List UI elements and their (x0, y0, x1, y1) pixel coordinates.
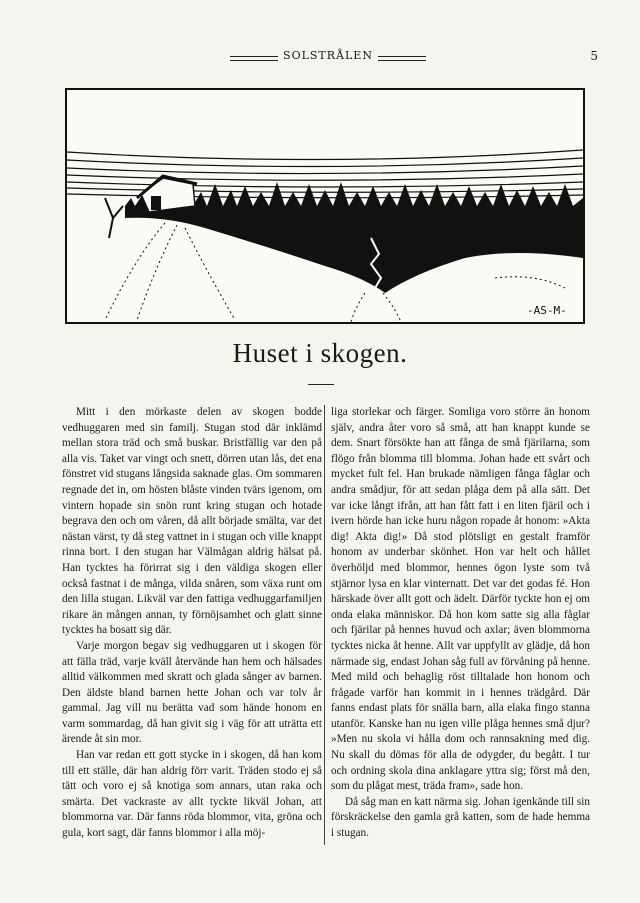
article-title: Huset i skogen. (232, 338, 408, 368)
publication-title: SOLSTRÅLEN (283, 49, 373, 62)
forest-house-illustration (65, 88, 585, 324)
header-rule-right (378, 56, 426, 61)
right-column (331, 405, 590, 842)
title-rule (308, 384, 334, 385)
page-number: 5 (590, 49, 598, 63)
paragraph: Varje morgon begav sig vedhuggaren ut i skogen för att fälla träd, varje kväll återvände han hem och hälsades alltid välkommen med skratt och glada sånger av barnen. Den äldste bland barnen hette Johan och var tolv år gammal. Jag vill nu berätta vad som hände honom en varm sommardag, då han givit sig i väg för att uträtta ett ärende åt sin mor. (62, 639, 322, 746)
paragraph: Mitt i den mörkaste delen av skogen bodde vedhuggaren med sin familj. Stugan stod där inklämd mellan stora träd och små buskar. Bristfällig var den på alla vis. Taket var vingt och snett, dörren utan lås, det ena fönstret vid stugans långsida saknade glas. Om sommaren regnade det in, om hösten blåste vinden tvärs igenom, om vintern hopade sin snön runt kring stugan och hotade begrava den och om våren, då allt började smälta, var det nästan värst, ty då steg vattnet in i stugan och ville knappt rinna bort. I den stugan har Välmågan aldrig hälsat på. Han tycktes ha förirrat sig i den väldiga skogen eller också fastnat i de många, vilda snåren, som växa runt om den lilla stugan. Likväl var den fattiga vedhuggarfamiljen rikare än mången annan, ty förnöjsamhet och glatt sinne tycktes ha bosatt sig där. (62, 406, 322, 637)
paragraph: liga storlekar och färger. Somliga voro större än honom själv, andra åter voro så små, att han knappt kunde se dem. Snart försökte han att fånga de små fjärilarna, som flögo från blomma till blomma. Johan hade ett svårt och mycket fult fel. Han brukade nämligen fånga fåglar och andra smådjur, för att sedan plåga dem på alla sätt. Det var icke långt ifrån, att han fått fatt i en liten fjäril och i ivern hörde han icke huru någon ropade åt honom: »Akta dig! Akta dig!» Då stod plötsligt en gestalt framför honom av underbar skönhet. Hon var helt och hållet överhöljd med blommor, hennes ögon lyste som två stjärnor lysa en klar vinternatt. Det var det godas fé. Hon härskade över allt gott och ädelt. Därför tyckte hon ej om onda elaka människor. Då hon kom satte sig alla fåglar och fjärilar på hennes huvud och axlar; även blommorna tycktes nicka åt henne. Allt var uppfyllt av glädje, då hon närmade sig, endast Johan såg full av förvåning på henne. Med mild och behaglig röst tilltalade hon honom och frågade varför han kommit in i hennes trädgård. Där fanns endast plats för snälla barn, alla elaka fingo stanna utanför. Kanske han nu igen ville plåga hennes små djur? »Men nu skola vi hålla dom och rannsakning med dig. Nu skall du dömas för alla de odygder, du begått. I tur och ordning skola dina anklagare yttra sig; först må den, som du plågat mest, träda fram», sade hon. (331, 406, 590, 793)
left-column (62, 405, 322, 842)
artist-signature: -AS-M- (527, 304, 567, 317)
column-divider (324, 405, 325, 845)
header-rule-left (230, 56, 278, 61)
paragraph: Då såg man en katt närma sig. Johan igenkände till sin förskräckelse den gamla grå katten, som de hade hemma i stugan. (331, 795, 590, 840)
paragraph: Han var redan ett gott stycke in i skogen, då han kom till ett ställe, där han aldrig förr varit. Träden stodo ej så tätt och voro ej så knotiga som annars, utan raka och smärta. Det vackraste av allt tyckte likväl Johan, att blommorna var. Där fanns röda blommor, vita, gröna och gula, kort sagt, där fanns blommor i alla möj- (62, 749, 322, 840)
page-header (0, 47, 640, 67)
winter-landscape-drawing (65, 88, 585, 324)
